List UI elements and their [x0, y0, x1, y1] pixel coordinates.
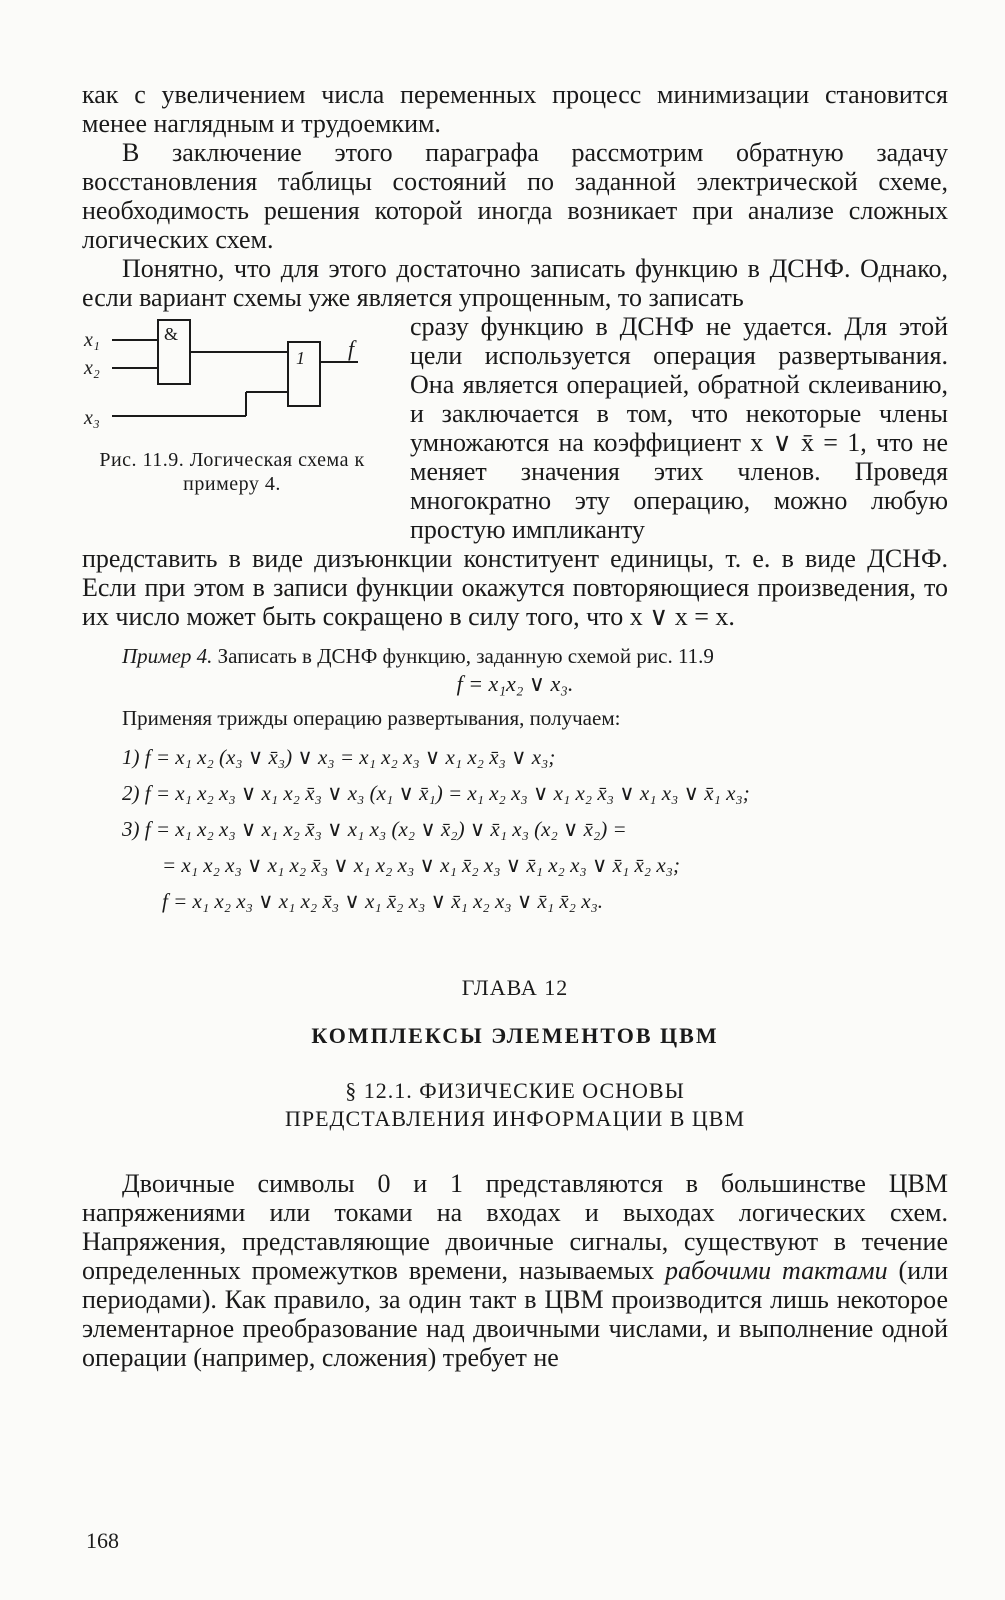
step-1: 1) f = x₁ x₂ (x₃ ∨ x̄₃) ∨ x₃ = x₁ x₂ x₃ ∨ x₁ x₂ x̄₃ ∨ x₃;	[122, 745, 556, 769]
label-x3: x₃	[84, 407, 100, 429]
example-formula: f = x₁x₂ ∨ x₃.	[456, 671, 574, 696]
page-number: 168	[86, 1528, 119, 1553]
label-x1: x₁	[84, 329, 100, 351]
section-heading	[82, 1077, 948, 1133]
step-3-continued: = x₁ x₂ x₃ ∨ x₁ x₂ x̄₃ ∨ x₁ x₂ x₃ ∨ x₁ x̄₂ x₃ ∨ x̄₁ x₂ x₃ ∨ x̄₁ x̄₂ x₃;	[162, 853, 680, 877]
logic-circuit-figure	[82, 312, 382, 447]
example-4	[122, 643, 948, 669]
body-text-1: Двоичные символы 0 и 1 представляются в большинстве ЦВМ напряжениями или токами на входах и выходах логических схем. Напряжения, представляющие двоичные сигналы, существуют в течение определенных промежутков времени, называемых	[82, 1169, 948, 1285]
paragraph-2: В заключение этого параграфа рассмотрим обратную задачу восстановления таблицы состояний по заданной электрической схеме, необходимость решения которой иногда возникает при анализе сложных логических схем.	[82, 138, 948, 254]
or-gate-label: 1	[296, 348, 305, 368]
label-x2: x₂	[84, 357, 100, 379]
paragraph-3-wrap: сразу функцию в ДСНФ не удается. Для этой цели используется операция развертывания. Она является операцией, обратной склеиванию, и заключается в том, что некоторые члены умножаются на коэффициент x ∨ x̄ = 1, что не меняет значения этих членов. Проведя многократно эту операцию, можно любую простую импликанту	[410, 312, 948, 544]
paragraph-1: как с увеличением числа переменных процесс минимизации становится менее наглядным и трудоемким.	[82, 80, 948, 138]
output-label: f	[348, 336, 355, 361]
chapter-title: КОМПЛЕКСЫ ЭЛЕМЕНТОВ ЦВМ	[311, 1023, 719, 1048]
example-text: Записать в ДСНФ функцию, заданную схемой рис. 11.9	[217, 644, 714, 668]
expansion-steps	[82, 739, 948, 919]
page-content	[82, 80, 948, 1372]
figure-block	[82, 312, 948, 544]
logic-circuit-diagram	[82, 312, 382, 442]
paragraph-3-rest: представить в виде дизъюнкции конституент единицы, т. е. в виде ДСНФ. Если при этом в записи функции окажутся повторяющиеся произведения, то их число может быть сокращено в силу того, что x ∨ x = x.	[82, 544, 948, 631]
step-result: f = x₁ x₂ x₃ ∨ x₁ x₂ x̄₃ ∨ x₁ x̄₂ x₃ ∨ x̄₁ x₂ x₃ ∨ x̄₁ x̄₂ x₃.	[162, 889, 604, 913]
paragraph-3-intro: Понятно, что для этого достаточно записать функцию в ДСНФ. Однако, если вариант схемы уже является упрощенным, то записать	[82, 254, 948, 312]
example-label: Пример 4.	[122, 644, 213, 668]
section-heading-line-2: ПРЕДСТАВЛЕНИЯ ИНФОРМАЦИИ В ЦВМ	[284, 1106, 746, 1131]
body-text-2: (или периодами). Как правило, за один такт в ЦВМ производится лишь некоторое элементарное преобразование над двоичными числами, и выполнение одной операции (например, сложения) требует не	[82, 1256, 948, 1372]
body-italic-term: рабочими тактами	[665, 1256, 888, 1285]
applying-text: Применяя трижды операцию развертывания, получаем:	[122, 706, 621, 730]
chapter-number: ГЛАВА 12	[461, 975, 569, 1000]
step-3: 3) f = x₁ x₂ x₃ ∨ x₁ x₂ x̄₃ ∨ x₁ x₃ (x₂ ∨ x̄₂) ∨ x̄₁ x₃ (x₂ ∨ x̄₂) =	[122, 817, 627, 841]
chapter-body-paragraph	[82, 1169, 948, 1372]
step-2: 2) f = x₁ x₂ x₃ ∨ x₁ x₂ x̄₃ ∨ x₃ (x₁ ∨ x̄₁) = x₁ x₂ x₃ ∨ x₁ x₂ x̄₃ ∨ x₁ x₃ ∨ x̄₁ x₃;	[122, 781, 750, 805]
figure-caption: Рис. 11.9. Логическая схема к примеру 4.	[99, 449, 365, 495]
and-gate-label: &	[164, 324, 179, 344]
section-heading-line-1: § 12.1. ФИЗИЧЕСКИЕ ОСНОВЫ	[345, 1078, 685, 1103]
